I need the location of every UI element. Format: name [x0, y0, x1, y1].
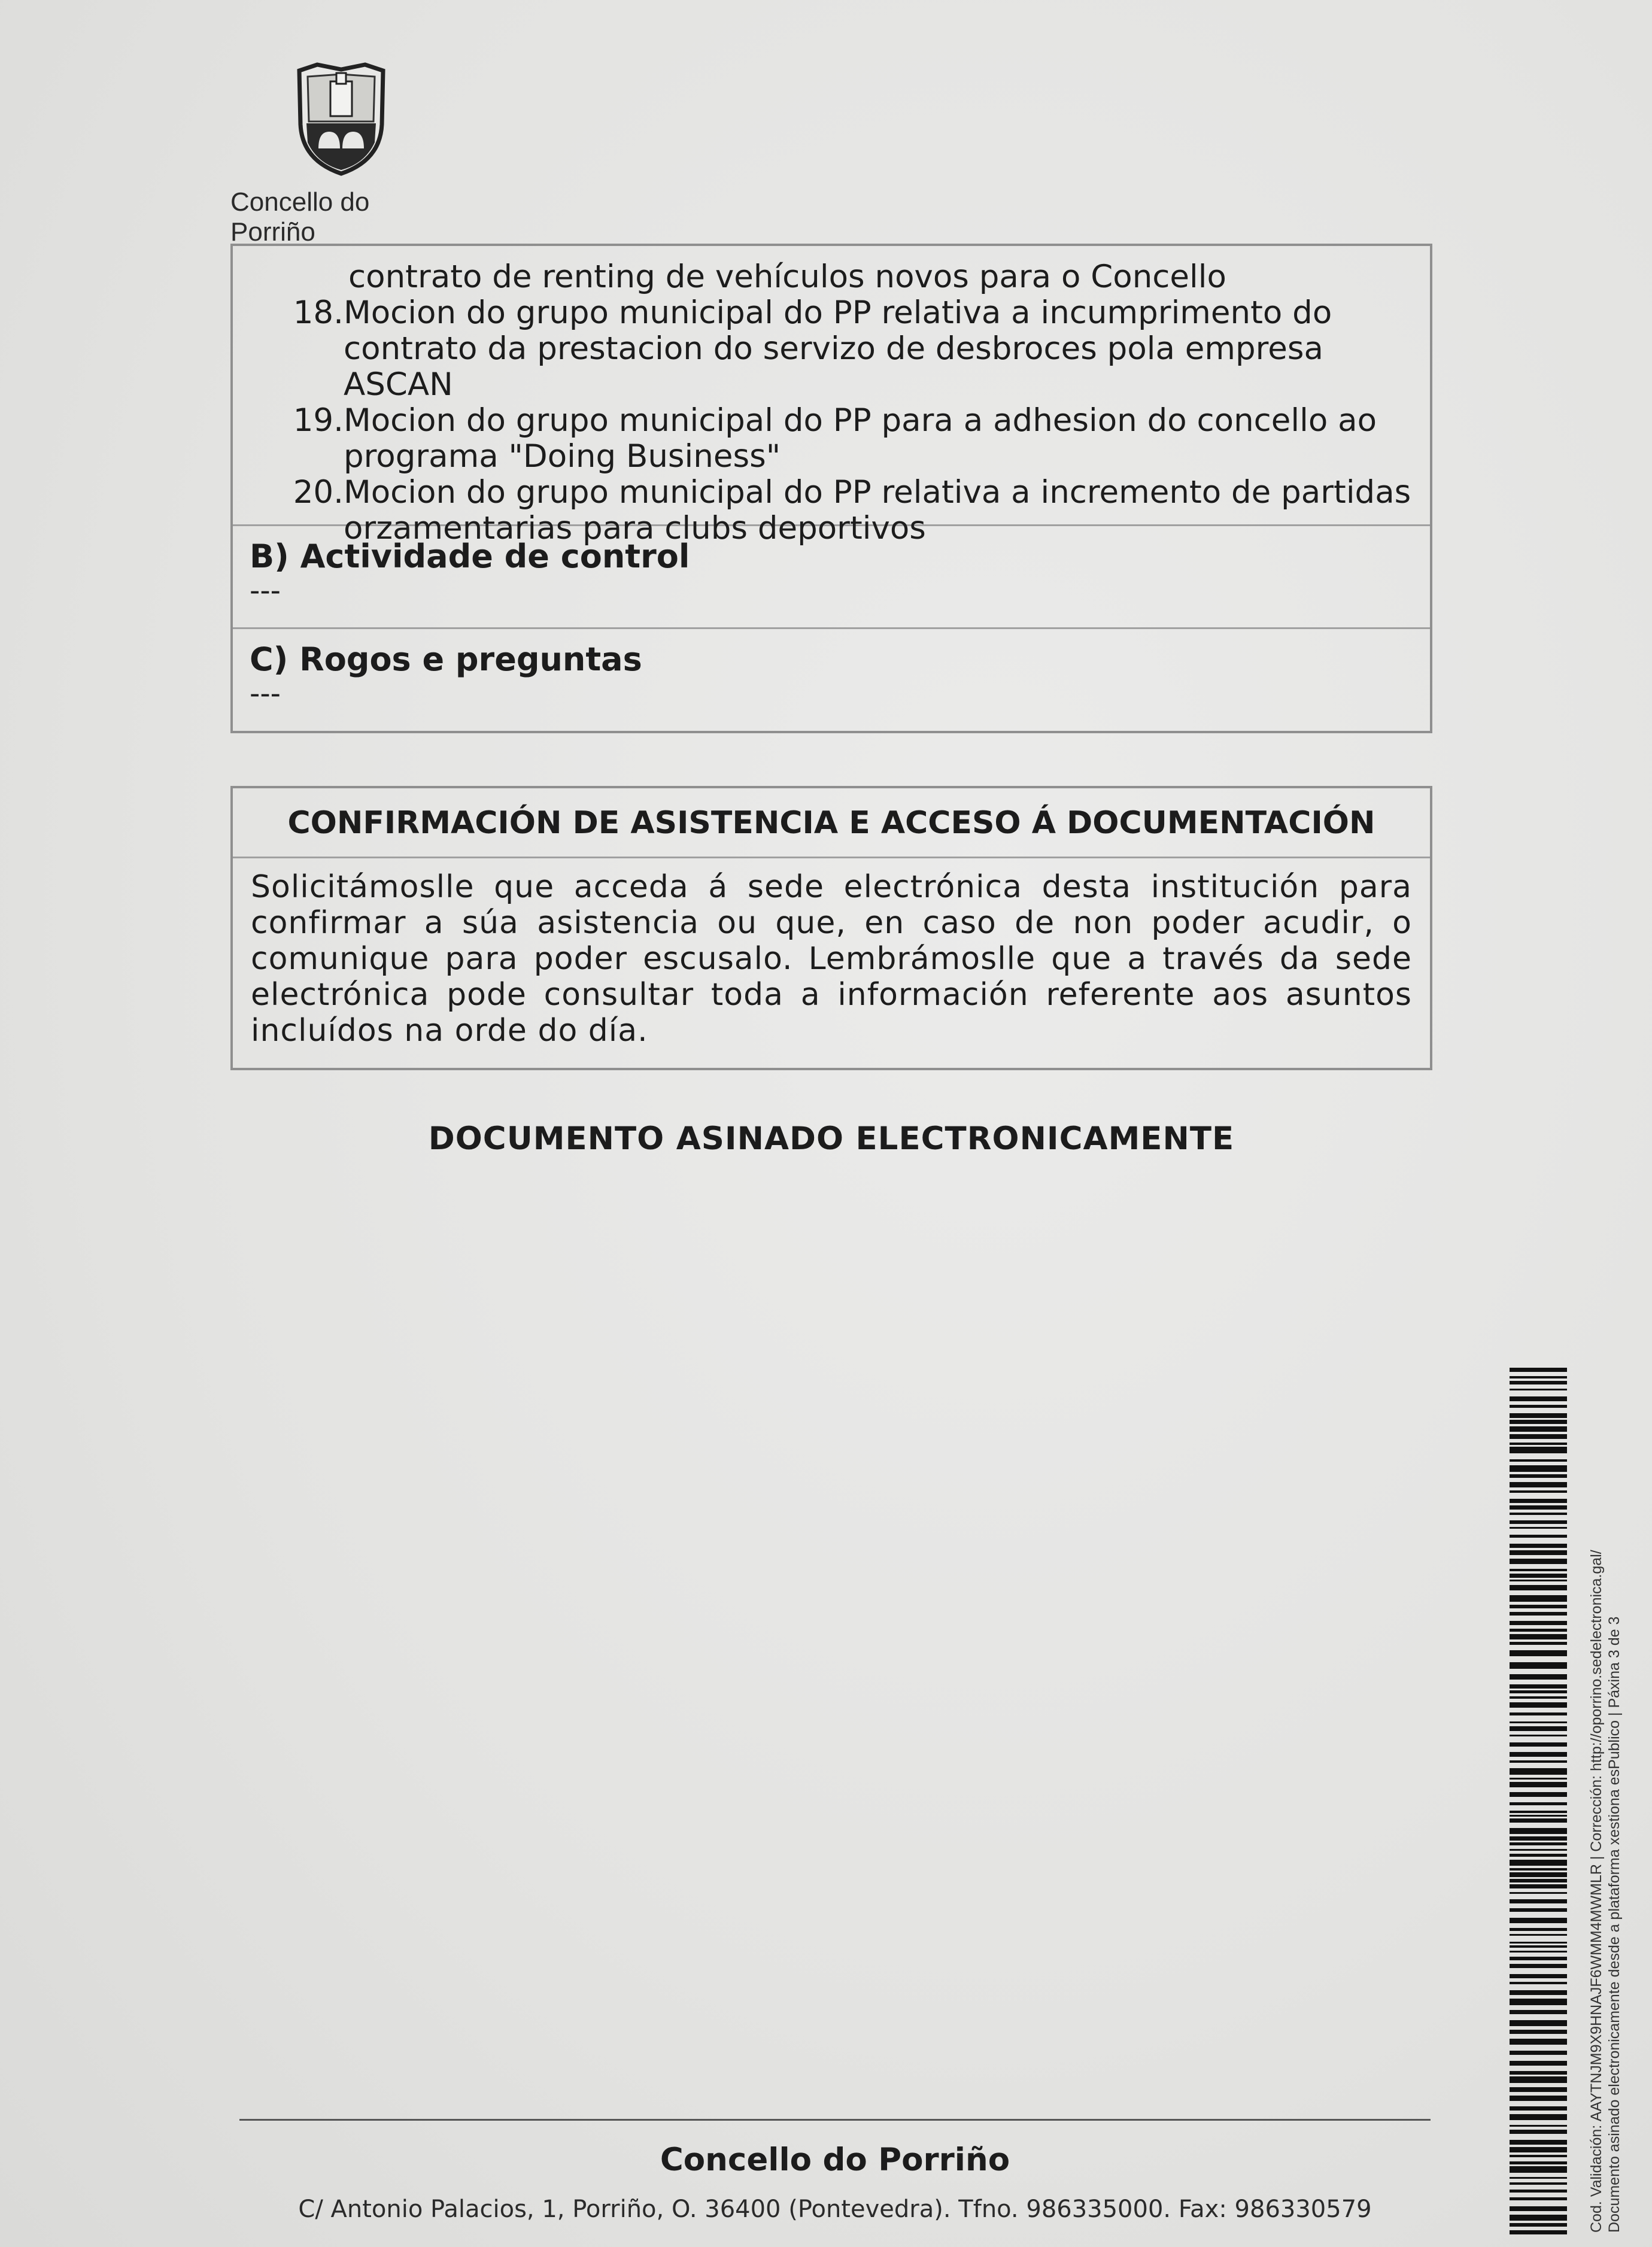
barcode-bar — [1510, 2020, 1567, 2026]
barcode-bar — [1510, 1396, 1567, 1401]
barcode-bar — [1510, 1836, 1567, 1841]
logo-caption: Concello do Porriño — [230, 187, 370, 247]
barcode-bar — [1510, 1828, 1567, 1834]
barcode-bar — [1510, 1405, 1567, 1408]
barcode-bar — [1510, 1595, 1567, 1602]
item-text: Mocion do grupo municipal do PP para a adhesion do concello ao — [344, 402, 1377, 439]
confirmation-title: CONFIRMACIÓN DE ASISTENCIA E ACCESO Á DOCUMENTACIÓN — [233, 788, 1430, 858]
barcode-bar — [1510, 1674, 1567, 1680]
barcode-bar — [1510, 1662, 1567, 1669]
barcode-bar — [1510, 1818, 1567, 1823]
barcode-bar — [1510, 1368, 1567, 1372]
barcode-bar — [1510, 1642, 1567, 1645]
barcode-bar — [1510, 1559, 1567, 1564]
barcode-bar — [1510, 1544, 1567, 1548]
barcode-bar — [1510, 1951, 1567, 1953]
barcode-bar — [1510, 2096, 1567, 2101]
barcode-bar — [1510, 1569, 1567, 1571]
barcode-bar — [1510, 2125, 1567, 2127]
barcode-bar — [1510, 1957, 1567, 1960]
barcode-bar — [1510, 1768, 1567, 1775]
barcode-bar — [1510, 1752, 1567, 1757]
barcode-bar — [1510, 1389, 1567, 1390]
barcode-bar — [1510, 1868, 1567, 1871]
validation-line-2: Documento asinado electronicamente desde a plataforma xestiona esPublico | Páxina 3 de 3 — [1606, 1616, 1623, 2233]
barcode-bar — [1510, 1629, 1567, 1632]
barcode-bar — [1510, 2197, 1567, 2200]
barcode-bar — [1510, 1612, 1567, 1616]
barcode-bar — [1510, 1690, 1567, 1693]
barcode-bar — [1510, 1721, 1567, 1723]
validation-line-1: Cod. Validación: AAYTNJM9X9HNAJF6WMM4MWMLR | Corrección: http://oporrino.sedelectronica.gal/ — [1588, 1550, 1605, 2233]
barcode-bar — [1510, 1742, 1567, 1747]
barcode-bar — [1510, 1815, 1567, 1817]
barcode-bar — [1510, 2177, 1567, 2179]
barcode-bar — [1510, 1892, 1567, 1894]
section-c-title: C) Rogos e preguntas — [250, 640, 642, 678]
section-c-body: --- — [250, 677, 281, 710]
section-c-cell — [233, 629, 1430, 732]
barcode-bar — [1510, 1482, 1567, 1487]
barcode-bar — [1510, 2114, 1567, 2120]
barcode-bar — [1510, 2223, 1567, 2227]
barcode-bar — [1510, 2206, 1567, 2211]
barcode-bar — [1510, 1474, 1567, 1478]
barcode-bar — [1510, 1580, 1567, 1581]
barcode-bar — [1510, 1760, 1567, 1763]
section-b-body: --- — [250, 574, 281, 608]
barcode-bar — [1510, 1999, 1567, 2005]
barcode-bar — [1510, 2039, 1567, 2045]
barcode-bar — [1510, 2140, 1567, 2145]
barcode-bar — [1510, 1413, 1567, 1418]
barcode-bar — [1510, 1918, 1567, 1923]
footer-divider — [239, 2119, 1431, 2121]
barcode-bar — [1510, 2106, 1567, 2111]
item-number: 19. — [293, 402, 344, 439]
barcode-bar — [1510, 2087, 1567, 2092]
agenda-items-cell — [233, 246, 1430, 546]
agenda-continued-line: contrato de renting de vehículos novos para o Concello — [348, 259, 1226, 295]
list-item — [233, 475, 1430, 546]
barcode-bar — [1510, 1459, 1567, 1462]
confirmation-box — [230, 786, 1432, 1070]
barcode-bar — [1510, 2166, 1567, 2173]
item-text-cont: orzamentarias para clubs deportivos — [344, 510, 926, 546]
barcode-bar — [1510, 2030, 1567, 2034]
barcode-bar — [1510, 1811, 1567, 1813]
barcode-bar — [1510, 2161, 1567, 2164]
barcode-bar — [1510, 1499, 1567, 1503]
footer-title: Concello do Porriño — [660, 2142, 1010, 2178]
barcode-bar — [1510, 1964, 1567, 1968]
validation-text — [1587, 1466, 1623, 2233]
barcode-bar — [1510, 1696, 1567, 1699]
barcode-bar — [1510, 1872, 1567, 1877]
agenda-list — [233, 295, 1430, 546]
barcode-bar — [1510, 1420, 1567, 1424]
agenda-table — [230, 244, 1432, 733]
barcode-bar — [1510, 1934, 1567, 1936]
barcode-bar — [1510, 1908, 1567, 1912]
barcode-bar — [1510, 1726, 1567, 1731]
barcode-bar — [1510, 2190, 1567, 2193]
barcode-bar — [1510, 1621, 1567, 1625]
barcode-bar — [1510, 1684, 1567, 1689]
item-text: Mocion do grupo municipal do PP relativa a incremento de partidas — [344, 474, 1411, 511]
barcode-bar — [1510, 2076, 1567, 2083]
section-b-title: B) Actividade de control — [250, 538, 690, 575]
barcode-bar — [1510, 2071, 1567, 2075]
barcode-bar — [1510, 1634, 1567, 1639]
barcode-bar — [1510, 1945, 1567, 1948]
barcode-bar — [1510, 1447, 1567, 1453]
confirmation-body: Solicitámoslle que acceda á sede electrónica desta institución para confirmar a súa asistencia ou que, en caso de non poder acudir, o comunique para poder escusalo. Lembrámoslle que a través da sede electrónica pode consultar toda a información referente aos asuntos incluídos na orde do día. — [251, 869, 1412, 1049]
barcode-bar — [1510, 1585, 1567, 1590]
item-text: Mocion do grupo municipal do PP relativa a incumprimento do — [344, 294, 1332, 331]
barcode-bar — [1510, 1802, 1567, 1805]
barcode-bar — [1510, 1974, 1567, 1978]
barcode-bar — [1510, 2182, 1567, 2185]
barcode-bar — [1510, 1860, 1567, 1866]
barcode-bar — [1510, 1928, 1567, 1931]
validation-barcode — [1510, 1368, 1567, 2234]
barcode-bar — [1510, 2215, 1567, 2221]
item-text-cont: contrato da prestacion do servizo de desbroces pola empresa ASCAN — [344, 330, 1323, 403]
barcode-bar — [1510, 1535, 1567, 1538]
barcode-bar — [1510, 1854, 1567, 1857]
barcode-bar — [1510, 1899, 1567, 1903]
barcode-bar — [1510, 2051, 1567, 2055]
barcode-bar — [1510, 1490, 1567, 1493]
item-text-cont: programa "Doing Business" — [344, 438, 781, 475]
barcode-bar — [1510, 1520, 1567, 1524]
barcode-bar — [1510, 1650, 1567, 1656]
barcode-bar — [1510, 1381, 1567, 1384]
footer-address: C/ Antonio Palacios, 1, Porriño, O. 36400 (Pontevedra). Tfno. 986335000. Fax: 986330579 — [298, 2196, 1372, 2223]
barcode-bar — [1510, 2147, 1567, 2152]
list-item — [233, 403, 1430, 475]
barcode-bar — [1510, 1982, 1567, 1984]
barcode-bar — [1510, 1735, 1567, 1736]
barcode-bar — [1510, 1513, 1567, 1515]
barcode-bar — [1510, 1505, 1567, 1510]
barcode-bar — [1510, 1376, 1567, 1378]
barcode-bar — [1510, 1884, 1567, 1888]
barcode-bar — [1510, 1465, 1567, 1472]
item-number: 20. — [293, 474, 344, 511]
barcode-bar — [1510, 1849, 1567, 1851]
barcode-bar — [1510, 1712, 1567, 1715]
barcode-bar — [1510, 1782, 1567, 1787]
barcode-bar — [1510, 2061, 1567, 2066]
barcode-bar — [1510, 1434, 1567, 1439]
barcode-bar — [1510, 2155, 1567, 2157]
barcode-bar — [1510, 1550, 1567, 1555]
list-item — [233, 295, 1430, 403]
barcode-bar — [1510, 2130, 1567, 2134]
barcode-bar — [1510, 1426, 1567, 1432]
item-number: 18. — [293, 294, 344, 331]
barcode-bar — [1510, 2010, 1567, 2014]
coat-of-arms-logo — [293, 59, 389, 178]
barcode-bar — [1510, 1443, 1567, 1445]
barcode-bar — [1510, 1879, 1567, 1882]
barcode-bar — [1510, 1990, 1567, 1995]
barcode-bar — [1510, 1605, 1567, 1608]
barcode-bar — [1510, 1527, 1567, 1529]
barcode-bar — [1510, 1942, 1567, 1944]
barcode-bar — [1510, 1842, 1567, 1845]
barcode-bar — [1510, 2230, 1567, 2234]
barcode-bar — [1510, 1574, 1567, 1578]
barcode-bar — [1510, 1792, 1567, 1797]
barcode-bar — [1510, 1702, 1567, 1708]
barcode-bar — [1510, 1778, 1567, 1780]
signed-note: DOCUMENTO ASINADO ELECTRONICAMENTE — [428, 1121, 1235, 1157]
